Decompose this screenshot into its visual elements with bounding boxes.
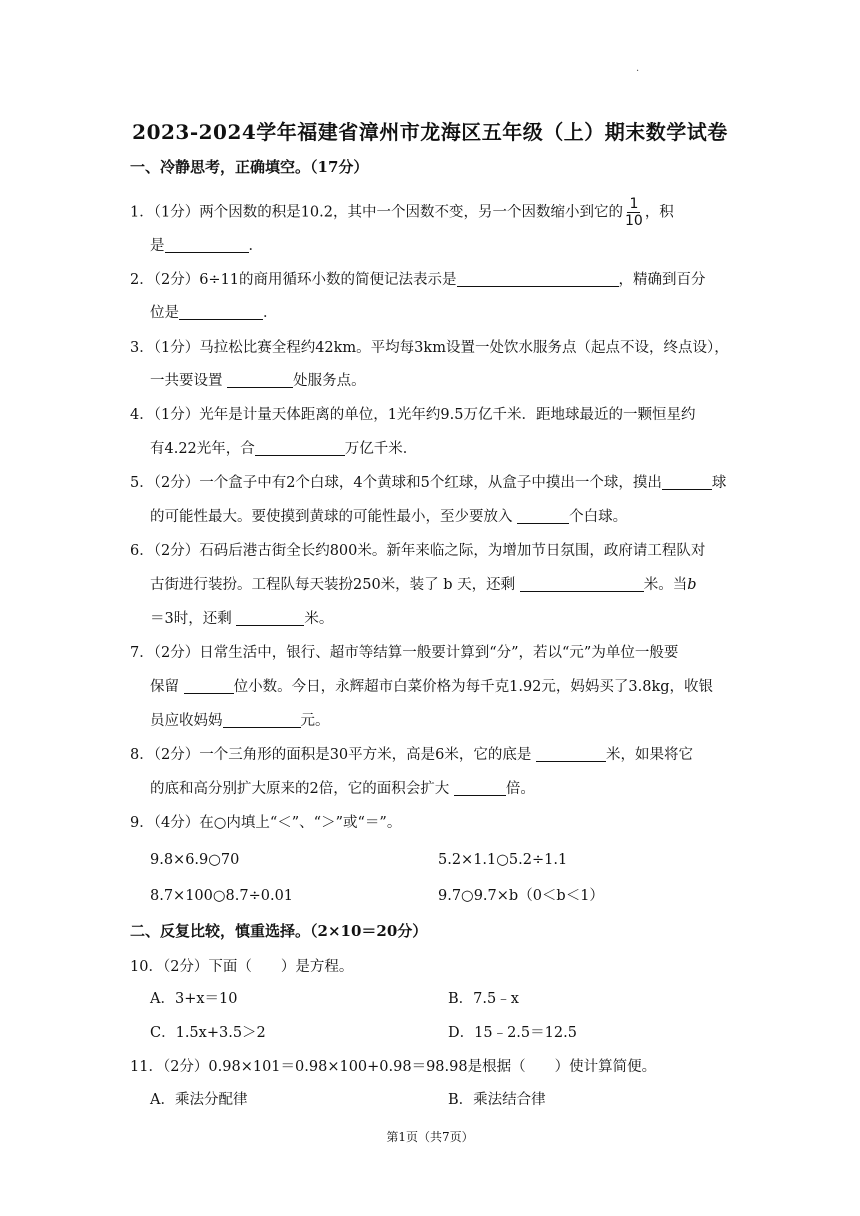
question-1-line-1 (130, 196, 730, 229)
question-7-line-2: 保留 位小数。今日，永辉超市白菜价格为每千克1.92元，妈妈买了3.8kg，收银 (150, 679, 714, 695)
question-8-line-1: 8．（2分）一个三角形的面积是30平方米，高是6米，它的底是 米，如果将它 (130, 747, 693, 763)
question-10-line-1: 10．（2分）下面（ ）是方程。 (130, 959, 354, 975)
question-8-line-2: 的底和高分别扩大原来的2倍，它的面积会扩大 倍。 (150, 781, 535, 797)
question-4-line-2: 有4.22光年，合 万亿千米． (150, 441, 418, 457)
question-11-line-1: 11．（2分）0.98×101＝0.98×100+0.98＝98.98是根据（ ）使计算简便。 (130, 1059, 657, 1075)
answer-blank[interactable] (227, 372, 293, 388)
question-7-line-1: 7．（2分）日常生活中，银行、超市等结算一般要计算到“分”，若以“元”为单位一般要 (130, 645, 679, 661)
compare-item: 8.7×100○8.7÷0.01 (150, 888, 294, 904)
page-title: 2023-2024学年福建省漳州市龙海区五年级（上）期末数学试卷 (132, 120, 728, 144)
option-a[interactable]: A．3+x＝10 (150, 991, 238, 1007)
question-5-line-2: 的可能性最大。要使摸到黄球的可能性最小，至少要放入 个白球。 (150, 509, 628, 525)
answer-blank[interactable] (184, 678, 234, 694)
question-9-line-1: 9．（4分）在○内填上“＜”、“＞”或“＝”。 (130, 815, 402, 831)
answer-blank[interactable] (179, 304, 263, 320)
question-4-line-1: 4．（1分）光年是计量天体距离的单位，1光年约9.5万亿千米．距地球最近的一颗恒星约 (130, 407, 696, 423)
question-2-line-2: 位是 ． (150, 305, 278, 321)
question-5-line-1: 5．（2分）一个盒子中有2个白球，4个黄球和5个红球，从盒子中摸出一个球，摸出 球 (130, 475, 727, 491)
corner-dot: · (636, 66, 640, 77)
compare-item: 9.8×6.9○70 (150, 852, 240, 868)
question-6-line-2: 古街进行装扮。工程队每天装扮250米，装了 b 天，还剩 米。当b (150, 577, 697, 593)
section-heading-2: 二、反复比较，慎重选择。（2×10＝20分） (130, 922, 428, 940)
question-6-line-3: ＝3时，还剩 米。 (150, 611, 334, 627)
question-1-line-2: 是 ． (150, 238, 263, 254)
answer-blank[interactable] (536, 746, 606, 762)
option-a[interactable]: A．乘法分配律 (150, 1092, 248, 1108)
option-b[interactable]: B．7.5﹣x (448, 991, 519, 1007)
question-2-line-1: 2．（2分）6÷11的商用循环小数的简便记法表示是 ，精确到百分 (130, 272, 706, 288)
answer-blank[interactable] (662, 474, 712, 490)
answer-blank[interactable] (454, 780, 506, 796)
compare-item: 5.2×1.1○5.2÷1.1 (438, 852, 568, 868)
answer-blank[interactable] (457, 271, 619, 287)
option-b[interactable]: B．乘法结合律 (448, 1092, 546, 1108)
question-3-line-2: 一共要设置 处服务点。 (150, 373, 366, 389)
answer-blank[interactable] (517, 508, 569, 524)
answer-blank[interactable] (520, 576, 644, 592)
answer-blank[interactable] (165, 237, 249, 253)
fraction: $\frac{1}{10}$ (624, 196, 643, 229)
option-c[interactable]: C．1.5x+3.5＞2 (150, 1025, 266, 1041)
answer-blank[interactable] (255, 440, 345, 456)
question-1-text: 1．（1分）两个因数的积是10.2，其中一个因数不变，另一个因数缩小到它的 (130, 204, 623, 221)
option-d[interactable]: D．15﹣2.5＝12.5 (448, 1025, 577, 1041)
compare-item: 9.7○9.7×b（0＜b＜1） (438, 888, 604, 904)
page-footer: 第1页（共7页） (386, 1130, 474, 1144)
question-7-line-3: 员应收妈妈 元。 (150, 713, 330, 729)
answer-blank[interactable] (223, 712, 301, 728)
question-1-text-end: ，积 (644, 204, 674, 221)
question-6-line-1: 6．（2分）石码后港古街全长约800米。新年来临之际，为增加节日氛围，政府请工程队对 (130, 543, 706, 559)
answer-blank[interactable] (236, 610, 304, 626)
section-heading-1: 一、冷静思考，正确填空。（17分） (130, 158, 369, 176)
question-3-line-1: 3．（1分）马拉松比赛全程约42km。平均每3km设置一处饮水服务点（起点不设，终点设）， (130, 340, 729, 356)
